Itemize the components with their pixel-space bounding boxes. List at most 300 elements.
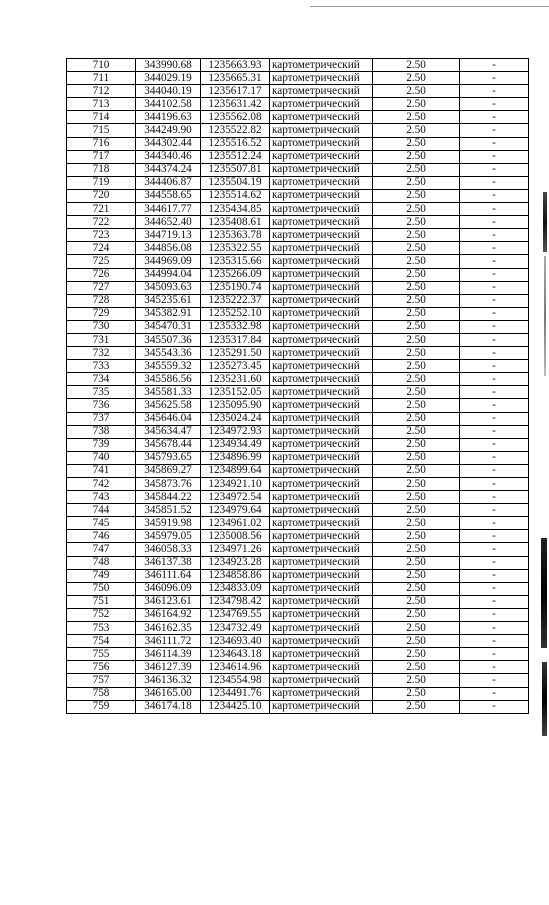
point-number-cell: 736	[67, 399, 136, 412]
point-number-cell: 722	[67, 216, 136, 229]
method-cell: картометрический	[270, 438, 373, 451]
table-row	[67, 425, 529, 438]
table-row	[67, 150, 529, 163]
y-coordinate-cell: 1235252.10	[201, 307, 270, 320]
x-coordinate-cell: 345793.65	[136, 451, 201, 464]
point-number-cell: 718	[67, 163, 136, 176]
x-coordinate-cell: 343990.68	[136, 59, 201, 72]
point-number-cell: 733	[67, 360, 136, 373]
table-row	[67, 478, 529, 491]
point-number-cell: 719	[67, 176, 136, 189]
table-row	[67, 504, 529, 517]
table-row	[67, 530, 529, 543]
table-row	[67, 582, 529, 595]
method-cell: картометрический	[270, 491, 373, 504]
point-number-cell: 734	[67, 373, 136, 386]
x-coordinate-cell: 345586.56	[136, 373, 201, 386]
point-number-cell: 741	[67, 464, 136, 477]
note-cell: -	[460, 281, 529, 294]
table-row	[67, 386, 529, 399]
point-number-cell: 732	[67, 347, 136, 360]
note-cell: -	[460, 635, 529, 648]
precision-cell: 2.50	[373, 111, 460, 124]
note-cell: -	[460, 216, 529, 229]
table-row	[67, 622, 529, 635]
method-cell: картометрический	[270, 137, 373, 150]
precision-cell: 2.50	[373, 281, 460, 294]
method-cell: картометрический	[270, 661, 373, 674]
y-coordinate-cell: 1234979.64	[201, 504, 270, 517]
precision-cell: 2.50	[373, 661, 460, 674]
x-coordinate-cell: 344558.65	[136, 189, 201, 202]
precision-cell: 2.50	[373, 124, 460, 137]
y-coordinate-cell: 1235322.55	[201, 242, 270, 255]
point-number-cell: 729	[67, 307, 136, 320]
point-number-cell: 758	[67, 687, 136, 700]
x-coordinate-cell: 345093.63	[136, 281, 201, 294]
note-cell: -	[460, 556, 529, 569]
note-cell: -	[460, 347, 529, 360]
x-coordinate-cell: 346058.33	[136, 543, 201, 556]
note-cell: -	[460, 242, 529, 255]
x-coordinate-cell: 346162.35	[136, 622, 201, 635]
note-cell: -	[460, 255, 529, 268]
y-coordinate-cell: 1234491.76	[201, 687, 270, 700]
x-coordinate-cell: 345507.36	[136, 333, 201, 346]
x-coordinate-cell: 344719.13	[136, 229, 201, 242]
note-cell: -	[460, 307, 529, 320]
table-row	[67, 176, 529, 189]
x-coordinate-cell: 345979.05	[136, 530, 201, 543]
x-coordinate-cell: 344302.44	[136, 137, 201, 150]
precision-cell: 2.50	[373, 189, 460, 202]
precision-cell: 2.50	[373, 320, 460, 333]
method-cell: картометрический	[270, 242, 373, 255]
table-row	[67, 569, 529, 582]
method-cell: картометрический	[270, 425, 373, 438]
note-cell: -	[460, 425, 529, 438]
method-cell: картометрический	[270, 111, 373, 124]
point-number-cell: 721	[67, 203, 136, 216]
x-coordinate-cell: 346096.09	[136, 582, 201, 595]
x-coordinate-cell: 345678.44	[136, 438, 201, 451]
point-number-cell: 746	[67, 530, 136, 543]
method-cell: картометрический	[270, 595, 373, 608]
table-row	[67, 517, 529, 530]
x-coordinate-cell: 346123.61	[136, 595, 201, 608]
precision-cell: 2.50	[373, 347, 460, 360]
x-coordinate-cell: 344994.04	[136, 268, 201, 281]
method-cell: картометрический	[270, 635, 373, 648]
table-row	[67, 255, 529, 268]
precision-cell: 2.50	[373, 569, 460, 582]
method-cell: картометрический	[270, 556, 373, 569]
precision-cell: 2.50	[373, 150, 460, 163]
y-coordinate-cell: 1235024.24	[201, 412, 270, 425]
note-cell: -	[460, 595, 529, 608]
point-number-cell: 713	[67, 98, 136, 111]
method-cell: картометрический	[270, 320, 373, 333]
table-row	[67, 111, 529, 124]
note-cell: -	[460, 412, 529, 425]
precision-cell: 2.50	[373, 386, 460, 399]
method-cell: картометрический	[270, 150, 373, 163]
note-cell: -	[460, 451, 529, 464]
scan-edge-mark	[543, 192, 547, 252]
x-coordinate-cell: 346111.72	[136, 635, 201, 648]
precision-cell: 2.50	[373, 543, 460, 556]
x-coordinate-cell: 346114.39	[136, 648, 201, 661]
method-cell: картометрический	[270, 412, 373, 425]
table-row	[67, 229, 529, 242]
x-coordinate-cell: 345543.36	[136, 347, 201, 360]
x-coordinate-cell: 346137.38	[136, 556, 201, 569]
table-row	[67, 307, 529, 320]
point-number-cell: 715	[67, 124, 136, 137]
x-coordinate-cell: 345873.76	[136, 478, 201, 491]
table-row	[67, 137, 529, 150]
table-row	[67, 347, 529, 360]
x-coordinate-cell: 345634.47	[136, 425, 201, 438]
note-cell: -	[460, 491, 529, 504]
method-cell: картометрический	[270, 582, 373, 595]
method-cell: картометрический	[270, 203, 373, 216]
x-coordinate-cell: 344617.77	[136, 203, 201, 216]
point-number-cell: 728	[67, 294, 136, 307]
precision-cell: 2.50	[373, 700, 460, 713]
method-cell: картометрический	[270, 569, 373, 582]
table-row	[67, 320, 529, 333]
y-coordinate-cell: 1234693.40	[201, 635, 270, 648]
point-number-cell: 730	[67, 320, 136, 333]
precision-cell: 2.50	[373, 582, 460, 595]
note-cell: -	[460, 360, 529, 373]
note-cell: -	[460, 137, 529, 150]
method-cell: картометрический	[270, 386, 373, 399]
y-coordinate-cell: 1235631.42	[201, 98, 270, 111]
y-coordinate-cell: 1234961.02	[201, 517, 270, 530]
point-number-cell: 711	[67, 72, 136, 85]
note-cell: -	[460, 111, 529, 124]
note-cell: -	[460, 294, 529, 307]
point-number-cell: 744	[67, 504, 136, 517]
y-coordinate-cell: 1234972.93	[201, 425, 270, 438]
method-cell: картометрический	[270, 543, 373, 556]
method-cell: картометрический	[270, 648, 373, 661]
precision-cell: 2.50	[373, 451, 460, 464]
table-row	[67, 438, 529, 451]
y-coordinate-cell: 1234971.26	[201, 543, 270, 556]
note-cell: -	[460, 661, 529, 674]
method-cell: картометрический	[270, 451, 373, 464]
method-cell: картометрический	[270, 216, 373, 229]
note-cell: -	[460, 176, 529, 189]
method-cell: картометрический	[270, 189, 373, 202]
table-row	[67, 700, 529, 713]
precision-cell: 2.50	[373, 72, 460, 85]
precision-cell: 2.50	[373, 399, 460, 412]
y-coordinate-cell: 1234425.10	[201, 700, 270, 713]
x-coordinate-cell: 344406.87	[136, 176, 201, 189]
method-cell: картометрический	[270, 399, 373, 412]
y-coordinate-cell: 1235507.81	[201, 163, 270, 176]
method-cell: картометрический	[270, 700, 373, 713]
precision-cell: 2.50	[373, 216, 460, 229]
y-coordinate-cell: 1234554.98	[201, 674, 270, 687]
note-cell: -	[460, 504, 529, 517]
point-number-cell: 759	[67, 700, 136, 713]
table-row	[67, 189, 529, 202]
method-cell: картометрический	[270, 360, 373, 373]
note-cell: -	[460, 386, 529, 399]
note-cell: -	[460, 478, 529, 491]
x-coordinate-cell: 345382.91	[136, 307, 201, 320]
precision-cell: 2.50	[373, 464, 460, 477]
coordinates-table-body	[67, 59, 529, 714]
y-coordinate-cell: 1235317.84	[201, 333, 270, 346]
precision-cell: 2.50	[373, 333, 460, 346]
precision-cell: 2.50	[373, 137, 460, 150]
method-cell: картометрический	[270, 478, 373, 491]
x-coordinate-cell: 345470.31	[136, 320, 201, 333]
precision-cell: 2.50	[373, 648, 460, 661]
table-row	[67, 543, 529, 556]
note-cell: -	[460, 203, 529, 216]
point-number-cell: 742	[67, 478, 136, 491]
note-cell: -	[460, 85, 529, 98]
method-cell: картометрический	[270, 347, 373, 360]
point-number-cell: 745	[67, 517, 136, 530]
point-number-cell: 754	[67, 635, 136, 648]
y-coordinate-cell: 1235095.90	[201, 399, 270, 412]
y-coordinate-cell: 1235434.85	[201, 203, 270, 216]
y-coordinate-cell: 1234769.55	[201, 608, 270, 621]
table-row	[67, 203, 529, 216]
point-number-cell: 735	[67, 386, 136, 399]
point-number-cell: 726	[67, 268, 136, 281]
point-number-cell: 743	[67, 491, 136, 504]
table-row	[67, 242, 529, 255]
method-cell: картометрический	[270, 85, 373, 98]
point-number-cell: 756	[67, 661, 136, 674]
y-coordinate-cell: 1235522.82	[201, 124, 270, 137]
table-row	[67, 85, 529, 98]
method-cell: картометрический	[270, 124, 373, 137]
method-cell: картометрический	[270, 622, 373, 635]
precision-cell: 2.50	[373, 622, 460, 635]
table-row	[67, 687, 529, 700]
precision-cell: 2.50	[373, 268, 460, 281]
point-number-cell: 717	[67, 150, 136, 163]
note-cell: -	[460, 373, 529, 386]
point-number-cell: 720	[67, 189, 136, 202]
table-row	[67, 608, 529, 621]
y-coordinate-cell: 1235291.50	[201, 347, 270, 360]
top-rule	[310, 6, 549, 7]
x-coordinate-cell: 344969.09	[136, 255, 201, 268]
note-cell: -	[460, 543, 529, 556]
precision-cell: 2.50	[373, 635, 460, 648]
point-number-cell: 737	[67, 412, 136, 425]
x-coordinate-cell: 344856.08	[136, 242, 201, 255]
x-coordinate-cell: 344040.19	[136, 85, 201, 98]
note-cell: -	[460, 189, 529, 202]
x-coordinate-cell: 346164.92	[136, 608, 201, 621]
x-coordinate-cell: 344652.40	[136, 216, 201, 229]
x-coordinate-cell: 346165.00	[136, 687, 201, 700]
precision-cell: 2.50	[373, 373, 460, 386]
precision-cell: 2.50	[373, 674, 460, 687]
x-coordinate-cell: 345919.98	[136, 517, 201, 530]
note-cell: -	[460, 530, 529, 543]
y-coordinate-cell: 1234858.86	[201, 569, 270, 582]
point-number-cell: 751	[67, 595, 136, 608]
point-number-cell: 739	[67, 438, 136, 451]
precision-cell: 2.50	[373, 412, 460, 425]
method-cell: картометрический	[270, 373, 373, 386]
method-cell: картометрический	[270, 59, 373, 72]
y-coordinate-cell: 1234614.96	[201, 661, 270, 674]
method-cell: картометрический	[270, 307, 373, 320]
table-row	[67, 674, 529, 687]
x-coordinate-cell: 345625.58	[136, 399, 201, 412]
table-row	[67, 163, 529, 176]
point-number-cell: 747	[67, 543, 136, 556]
precision-cell: 2.50	[373, 491, 460, 504]
precision-cell: 2.50	[373, 203, 460, 216]
precision-cell: 2.50	[373, 255, 460, 268]
y-coordinate-cell: 1235562.08	[201, 111, 270, 124]
precision-cell: 2.50	[373, 438, 460, 451]
precision-cell: 2.50	[373, 530, 460, 543]
table-row	[67, 399, 529, 412]
precision-cell: 2.50	[373, 556, 460, 569]
precision-cell: 2.50	[373, 229, 460, 242]
table-row	[67, 98, 529, 111]
scan-edge-mark	[542, 662, 547, 736]
y-coordinate-cell: 1234798.42	[201, 595, 270, 608]
coordinates-table	[66, 58, 529, 714]
point-number-cell: 753	[67, 622, 136, 635]
scan-edge-mark	[544, 256, 546, 376]
method-cell: картометрический	[270, 72, 373, 85]
table-row	[67, 72, 529, 85]
y-coordinate-cell: 1235516.52	[201, 137, 270, 150]
y-coordinate-cell: 1235363.78	[201, 229, 270, 242]
note-cell: -	[460, 438, 529, 451]
method-cell: картометрический	[270, 255, 373, 268]
table-row	[67, 333, 529, 346]
method-cell: картометрический	[270, 176, 373, 189]
x-coordinate-cell: 345235.61	[136, 294, 201, 307]
precision-cell: 2.50	[373, 595, 460, 608]
note-cell: -	[460, 163, 529, 176]
table-row	[67, 556, 529, 569]
method-cell: картометрический	[270, 608, 373, 621]
point-number-cell: 740	[67, 451, 136, 464]
method-cell: картометрический	[270, 294, 373, 307]
y-coordinate-cell: 1234896.99	[201, 451, 270, 464]
table-row	[67, 635, 529, 648]
y-coordinate-cell: 1234732.49	[201, 622, 270, 635]
note-cell: -	[460, 98, 529, 111]
note-cell: -	[460, 648, 529, 661]
note-cell: -	[460, 608, 529, 621]
method-cell: картометрический	[270, 687, 373, 700]
method-cell: картометрический	[270, 517, 373, 530]
point-number-cell: 752	[67, 608, 136, 621]
y-coordinate-cell: 1235152.05	[201, 386, 270, 399]
precision-cell: 2.50	[373, 59, 460, 72]
method-cell: картометрический	[270, 98, 373, 111]
table-row	[67, 281, 529, 294]
point-number-cell: 724	[67, 242, 136, 255]
x-coordinate-cell: 346174.18	[136, 700, 201, 713]
x-coordinate-cell: 346136.32	[136, 674, 201, 687]
y-coordinate-cell: 1234899.64	[201, 464, 270, 477]
y-coordinate-cell: 1234833.09	[201, 582, 270, 595]
scan-edge-mark	[541, 538, 547, 648]
y-coordinate-cell: 1235222.37	[201, 294, 270, 307]
y-coordinate-cell: 1235008.56	[201, 530, 270, 543]
method-cell: картометрический	[270, 281, 373, 294]
table-row	[67, 59, 529, 72]
y-coordinate-cell: 1235663.93	[201, 59, 270, 72]
note-cell: -	[460, 517, 529, 530]
point-number-cell: 714	[67, 111, 136, 124]
precision-cell: 2.50	[373, 517, 460, 530]
method-cell: картометрический	[270, 229, 373, 242]
point-number-cell: 725	[67, 255, 136, 268]
x-coordinate-cell: 344340.46	[136, 150, 201, 163]
precision-cell: 2.50	[373, 360, 460, 373]
y-coordinate-cell: 1234923.28	[201, 556, 270, 569]
note-cell: -	[460, 700, 529, 713]
precision-cell: 2.50	[373, 163, 460, 176]
point-number-cell: 723	[67, 229, 136, 242]
y-coordinate-cell: 1235617.17	[201, 85, 270, 98]
table-row	[67, 216, 529, 229]
method-cell: картометрический	[270, 530, 373, 543]
precision-cell: 2.50	[373, 687, 460, 700]
precision-cell: 2.50	[373, 425, 460, 438]
point-number-cell: 750	[67, 582, 136, 595]
y-coordinate-cell: 1235231.60	[201, 373, 270, 386]
y-coordinate-cell: 1235273.45	[201, 360, 270, 373]
x-coordinate-cell: 344102.58	[136, 98, 201, 111]
point-number-cell: 757	[67, 674, 136, 687]
note-cell: -	[460, 569, 529, 582]
y-coordinate-cell: 1235514.62	[201, 189, 270, 202]
x-coordinate-cell: 345646.04	[136, 412, 201, 425]
y-coordinate-cell: 1235266.09	[201, 268, 270, 281]
precision-cell: 2.50	[373, 294, 460, 307]
y-coordinate-cell: 1235512.24	[201, 150, 270, 163]
method-cell: картометрический	[270, 464, 373, 477]
note-cell: -	[460, 320, 529, 333]
method-cell: картометрический	[270, 674, 373, 687]
point-number-cell: 710	[67, 59, 136, 72]
note-cell: -	[460, 582, 529, 595]
note-cell: -	[460, 399, 529, 412]
note-cell: -	[460, 622, 529, 635]
x-coordinate-cell: 345844.22	[136, 491, 201, 504]
x-coordinate-cell: 344374.24	[136, 163, 201, 176]
x-coordinate-cell: 345559.32	[136, 360, 201, 373]
x-coordinate-cell: 346111.64	[136, 569, 201, 582]
y-coordinate-cell: 1235504.19	[201, 176, 270, 189]
table-row	[67, 464, 529, 477]
